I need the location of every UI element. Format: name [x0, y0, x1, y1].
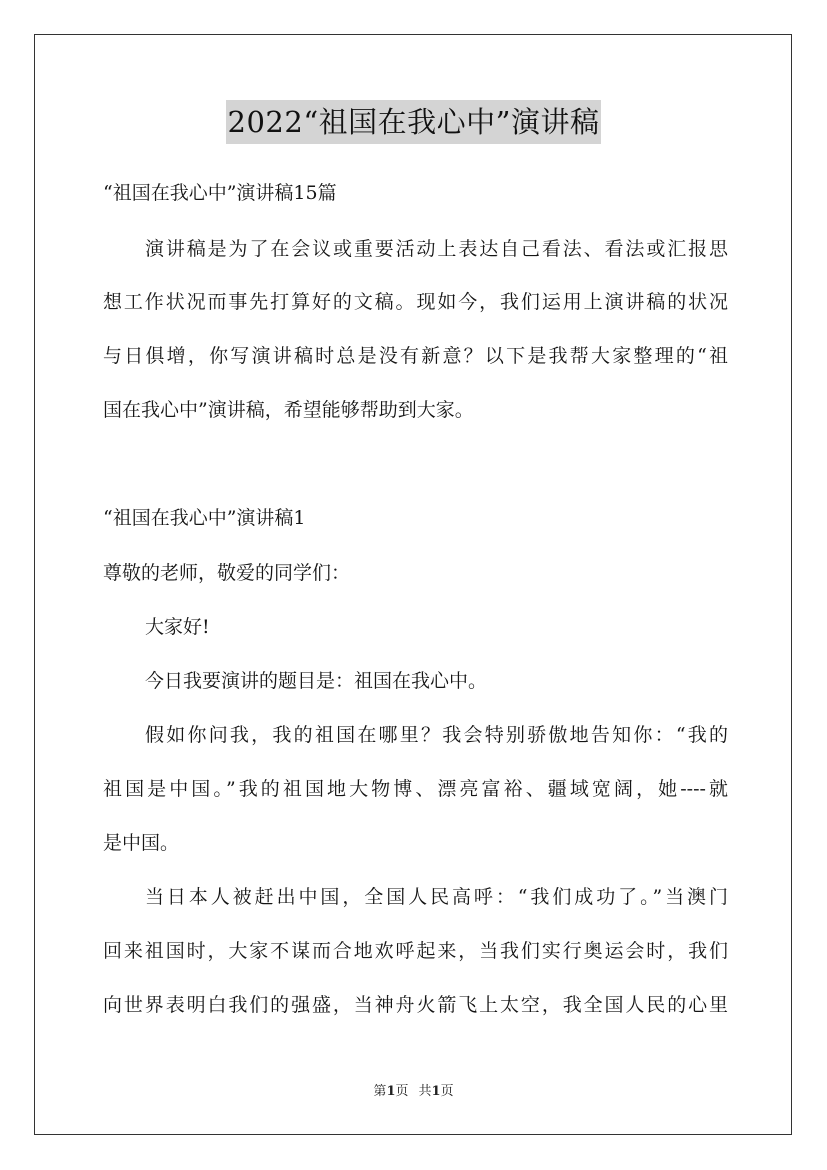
footer-total-number: 1	[431, 1084, 441, 1099]
footer-total-suffix: 页	[440, 1084, 454, 1099]
paragraph-line: 演讲稿是为了在会议或重要活动上表达自己看法、看法或汇报思	[145, 238, 728, 260]
greeting: 大家好!	[145, 616, 210, 638]
paragraph-line: 与日俱增，你写演讲稿时总是没有新意？以下是我帮大家整理的“祖	[103, 345, 728, 367]
section-heading: “祖国在我心中”演讲稿1	[103, 507, 306, 529]
subtitle-line: “祖国在我心中”演讲稿15篇	[103, 182, 337, 204]
paragraph-line: 想工作状况而事先打算好的文稿。现如今，我们运用上演讲稿的状况	[103, 291, 728, 313]
title-container	[0, 100, 827, 144]
paragraph-line: 向世界表明白我们的强盛，当神舟火箭飞上太空，我全国人民的心里	[103, 994, 728, 1016]
footer-total-prefix: 共	[418, 1084, 432, 1099]
footer-page-number: 1	[386, 1084, 396, 1099]
footer-page-suffix: 页	[395, 1084, 409, 1099]
paragraph-line: 祖国是中国。”我的祖国地大物博、漂亮富裕、疆域宽阔，她----就	[103, 778, 728, 800]
footer-page-prefix: 第	[373, 1084, 387, 1099]
paragraph-line: 是中国。	[103, 832, 180, 854]
page-footer	[0, 1083, 827, 1101]
paragraph-line: 假如你问我，我的祖国在哪里？我会特别骄傲地告知你：“我的	[145, 724, 728, 746]
paragraph-line: 回来祖国时，大家不谋而合地欢呼起来，当我们实行奥运会时，我们	[103, 940, 728, 962]
paragraph-line: 今日我要演讲的题目是：祖国在我心中。	[145, 670, 488, 692]
paragraph-line: 国在我心中”演讲稿，希望能够帮助到大家。	[103, 399, 474, 421]
document-title: 2022“祖国在我心中”演讲稿	[226, 100, 602, 144]
salutation: 尊敬的老师，敬爱的同学们：	[103, 562, 351, 584]
paragraph-line: 当日本人被赶出中国，全国人民高呼：“我们成功了。”当澳门	[145, 886, 728, 908]
